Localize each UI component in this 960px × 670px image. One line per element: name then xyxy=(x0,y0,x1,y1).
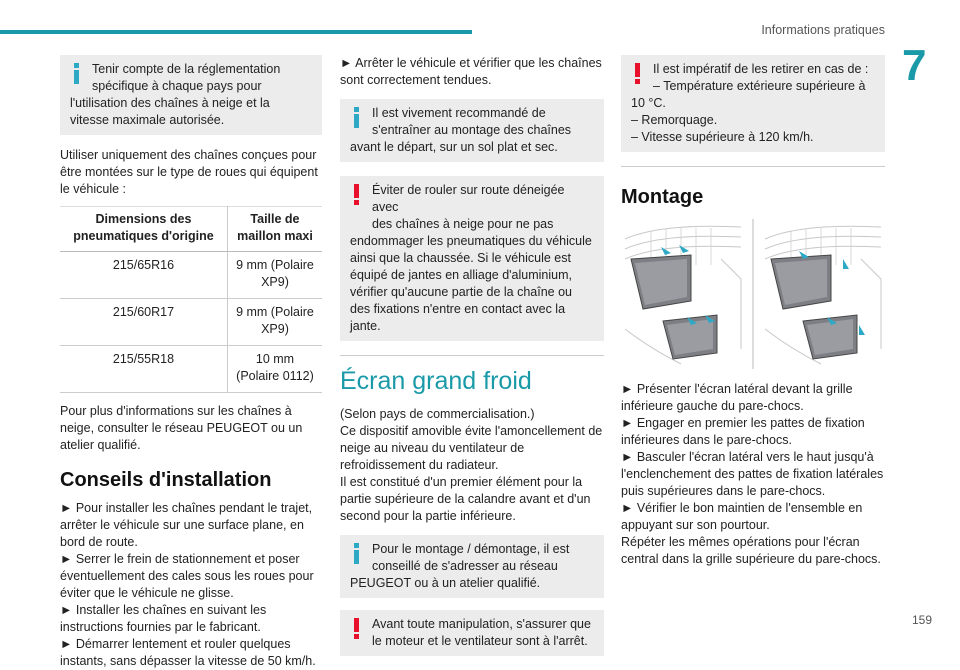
header-accent-bar xyxy=(0,30,472,34)
table-row xyxy=(60,346,322,393)
note-rest: des chaînes à neige pour ne pas endommager les pneumatiques du véhicule ainsi que la chaussée. Si le véhicule est équipé de jantes en alliage d'aluminium, vérifier qu'aucune partie de la chaîne ou des fixations n'entre en contact avec la jante. xyxy=(350,217,592,333)
note-first-line: Il est impératif de les retirer en cas de : xyxy=(653,62,869,76)
note-rest: conseillé de s'adresser au réseau PEUGEOT ou à un atelier qualifié. xyxy=(350,559,558,590)
note-first-line: Éviter de rouler sur route déneigée avec xyxy=(372,183,565,214)
grille-illustration-svg xyxy=(621,219,885,369)
note-rest: s'entraîner au montage des chaînes avant le départ, sur un sol plat et sec. xyxy=(350,123,572,154)
note-first-line: Pour le montage / démontage, il est xyxy=(372,542,570,556)
table-row xyxy=(60,252,322,299)
intro-text: Utiliser uniquement des chaînes conçues pour être montées sur le type de roues qui équipent le véhicule : xyxy=(60,148,318,196)
table-cell xyxy=(227,346,322,393)
warning-icon xyxy=(350,618,364,640)
note-first-line: Tenir compte de la réglementation xyxy=(92,62,281,76)
table-row xyxy=(60,299,322,346)
info-icon xyxy=(350,107,364,129)
step-text: ► Basculer l'écran latéral vers le haut jusqu'à l'enclenchement des pattes de fixation latérales puis supérieures dans le pare-chocs. xyxy=(621,450,884,498)
info-note xyxy=(340,535,604,598)
info-icon xyxy=(350,543,364,565)
warning-icon xyxy=(631,63,645,85)
step-text: ► Démarrer lentement et rouler quelques instants, sans dépasser la vitesse de 50 km/h. xyxy=(60,637,316,668)
note-rest: spécifique à chaque pays pour l'utilisation des chaînes à neige et la vitesse maximale autorisée. xyxy=(70,79,270,127)
section-heading: Écran grand froid xyxy=(340,367,532,395)
note-rest: le moteur et le ventilateur sont à l'arrêt. xyxy=(372,634,588,648)
note-first-line: Il est vivement recommandé de xyxy=(372,106,546,120)
section-title: Informations pratiques xyxy=(761,23,885,37)
step-text: Répéter les mêmes opérations pour l'écran central dans la grille supérieure du pare-chocs. xyxy=(621,535,881,566)
section-heading: Conseils d'installation xyxy=(60,469,272,491)
warning-note xyxy=(340,176,604,341)
step-text: ► Vérifier le bon maintien de l'ensemble en appuyant sur son pourtour. xyxy=(621,501,863,532)
chapter-number: 7 xyxy=(902,41,927,90)
body-text: (Selon pays de commercialisation.) xyxy=(340,407,535,421)
step-text: ► Pour installer les chaînes pendant le trajet, arrêter le véhicule sur une surface plane, en bord de route. xyxy=(60,501,313,549)
step-text: ► Engager en premier les pattes de fixation inférieures dans le pare-chocs. xyxy=(621,416,865,447)
table-cell: 215/65R16 xyxy=(60,252,227,299)
warning-note xyxy=(621,55,885,152)
warning-note xyxy=(340,610,604,656)
page-number: 159 xyxy=(911,613,932,627)
body-text: Il est constitué d'un premier élément pour la partie supérieure de la calandre avant et d'un second pour la partie inférieure. xyxy=(340,475,591,523)
info-note xyxy=(60,55,322,135)
cell-line: (Polaire 0112) xyxy=(236,369,314,383)
divider xyxy=(621,166,885,167)
section-heading: Montage xyxy=(621,186,704,208)
note-item: – Température extérieure supérieure à 10 °C. xyxy=(631,79,866,110)
table-cell: 9 mm (Polaire XP9) xyxy=(227,299,322,346)
table-cell: 215/60R17 xyxy=(60,299,227,346)
step-text: ► Présenter l'écran latéral devant la grille inférieure gauche du pare-chocs. xyxy=(621,382,853,413)
more-info-text: Pour plus d'informations sur les chaînes à neige, consulter le réseau PEUGEOT ou un atelier qualifié. xyxy=(60,404,303,452)
info-icon xyxy=(70,63,84,85)
info-note xyxy=(340,99,604,162)
divider xyxy=(340,355,604,356)
column-left xyxy=(60,55,322,670)
step-text: ► Arrêter le véhicule et vérifier que les chaînes sont correctement tendues. xyxy=(340,56,602,87)
body-text: Ce dispositif amovible évite l'amoncellement de neige au niveau du ventilateur de refroidissement du radiateur. xyxy=(340,424,603,472)
column-right xyxy=(621,55,885,568)
column-middle xyxy=(340,55,604,668)
note-item: – Vitesse supérieure à 120 km/h. xyxy=(631,130,814,144)
cell-line: 10 mm xyxy=(255,352,295,366)
table-cell: 215/55R18 xyxy=(60,346,227,393)
tire-chain-table xyxy=(60,206,322,393)
note-first-line: Avant toute manipulation, s'assurer que xyxy=(372,617,591,631)
step-text: ► Installer les chaînes en suivant les instructions fournies par le fabricant. xyxy=(60,603,267,634)
table-header: Taille de maillon maxi xyxy=(227,207,322,252)
table-cell: 9 mm (Polaire XP9) xyxy=(227,252,322,299)
note-item: – Remorquage. xyxy=(631,113,718,127)
warning-icon xyxy=(350,184,364,206)
step-text: ► Serrer le frein de stationnement et poser éventuellement des cales sous les roues pour éviter que le véhicule ne glisse. xyxy=(60,552,314,600)
grille-screen-illustration xyxy=(621,219,885,369)
table-header: Dimensions des pneumatiques d'origine xyxy=(60,207,227,252)
